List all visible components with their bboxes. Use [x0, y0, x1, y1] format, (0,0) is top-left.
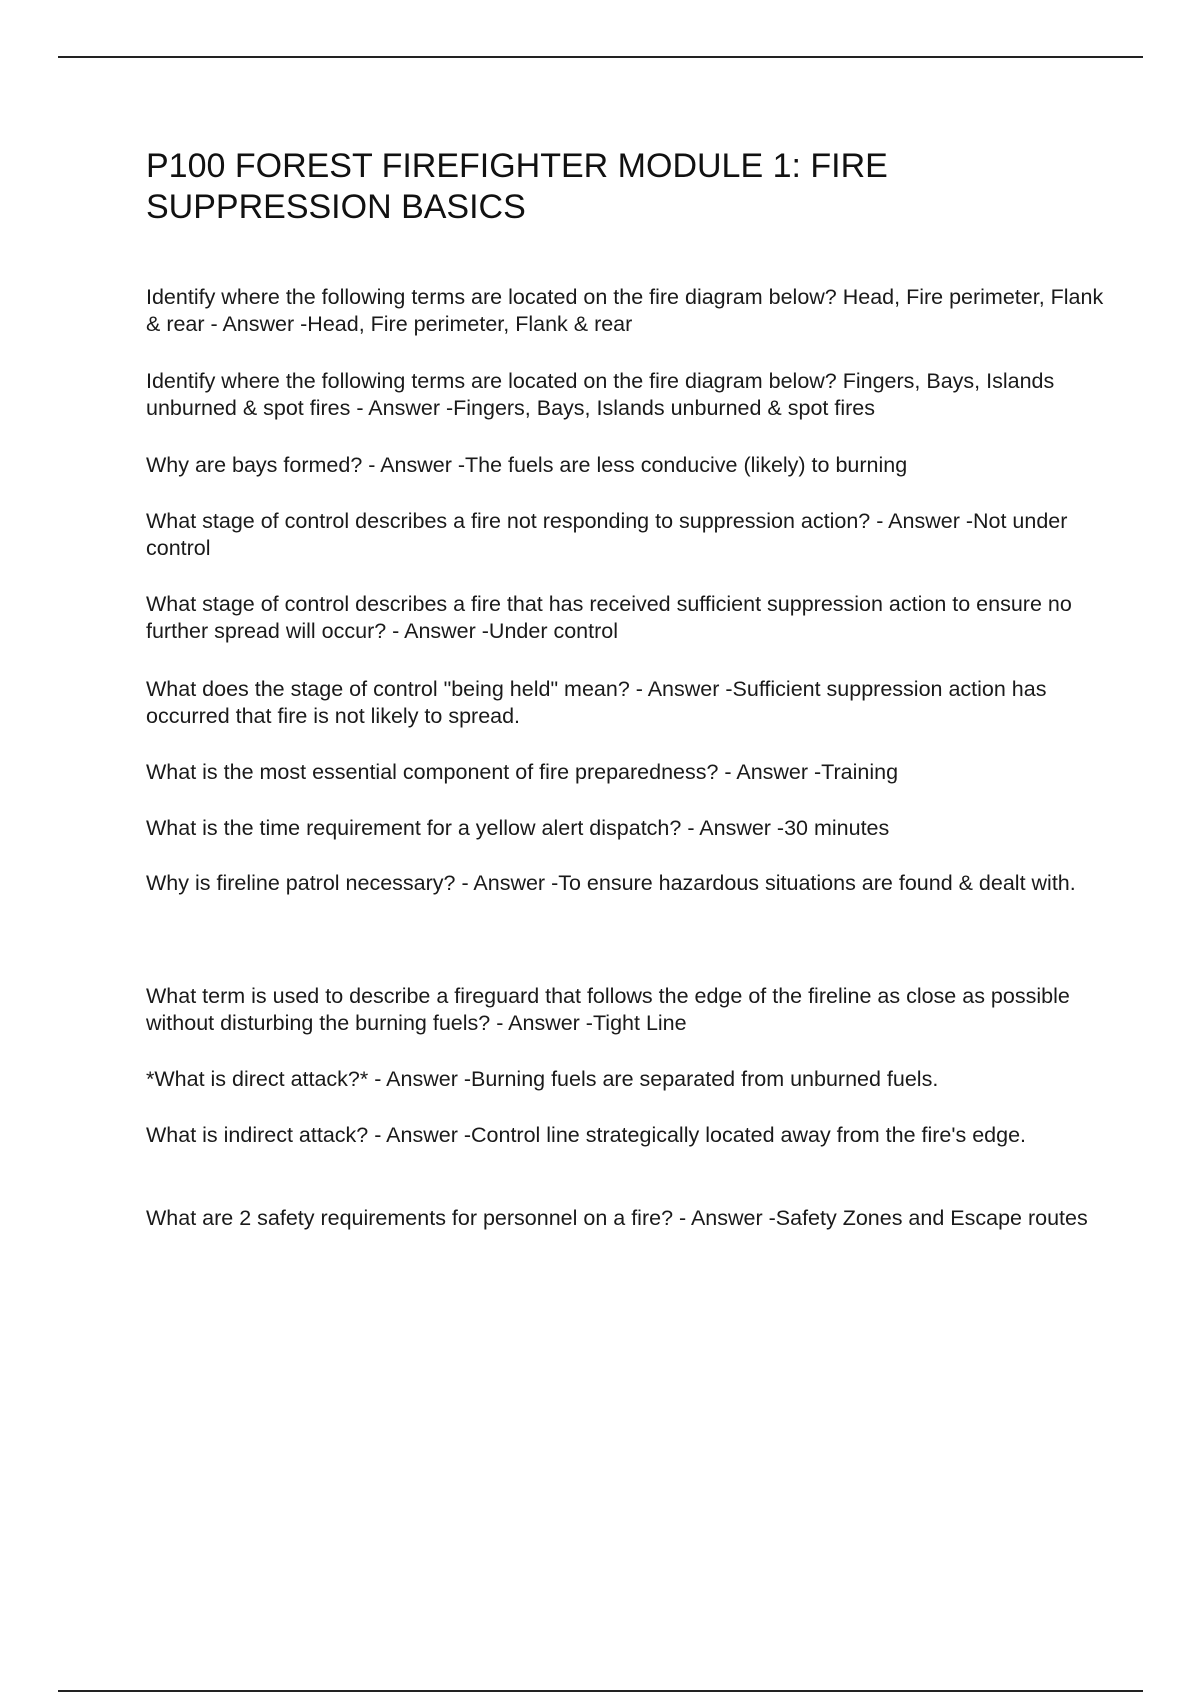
qa-entry-8: What is the time requirement for a yellow alert dispatch? - Answer -30 minutes [146, 816, 890, 840]
qa-entry-5: What stage of control describes a fire that has received sufficient suppression action to ensure no further spread will occur? - Answer -Under control [146, 592, 1072, 643]
qa-entry-10: What term is used to describe a fireguard that follows the edge of the fireline as close as possible without disturbing the burning fuels? - Answer -Tight Line [146, 984, 1070, 1035]
qa-entry-9: Why is fireline patrol necessary? - Answer -To ensure hazardous situations are found & dealt with. [146, 871, 1076, 895]
qa-entry-11: *What is direct attack?* - Answer -Burning fuels are separated from unburned fuels. [146, 1067, 939, 1091]
qa-entry-1: Identify where the following terms are located on the fire diagram below? Head, Fire perimeter, Flank & rear - Answer -Head, Fire perimeter, Flank & rear [146, 285, 1104, 336]
qa-entry-4: What stage of control describes a fire not responding to suppression action? - Answer -Not under control [146, 509, 1068, 560]
qa-entry-6: What does the stage of control "being held" mean? - Answer -Sufficient suppression action has occurred that fire is not likely to spread. [146, 677, 1047, 728]
qa-entry-3: Why are bays formed? - Answer -The fuels are less conducive (likely) to burning [146, 453, 908, 477]
qa-entry-13: What are 2 safety requirements for personnel on a fire? - Answer -Safety Zones and Escape routes [146, 1206, 1088, 1230]
qa-entry-12: What is indirect attack? - Answer -Control line strategically located away from the fire's edge. [146, 1123, 1027, 1147]
bottom-divider [58, 1690, 1143, 1692]
qa-entry-2: Identify where the following terms are located on the fire diagram below? Fingers, Bays, Islands unburned & spot fires - Answer -Fingers, Bays, Islands unburned & spot fires [146, 369, 1055, 420]
qa-entry-7: What is the most essential component of fire preparedness? - Answer -Training [146, 760, 899, 784]
top-divider [58, 56, 1143, 58]
page-title: P100 FOREST FIREFIGHTER MODULE 1: FIRE SUPPRESSION BASICS [146, 147, 888, 226]
